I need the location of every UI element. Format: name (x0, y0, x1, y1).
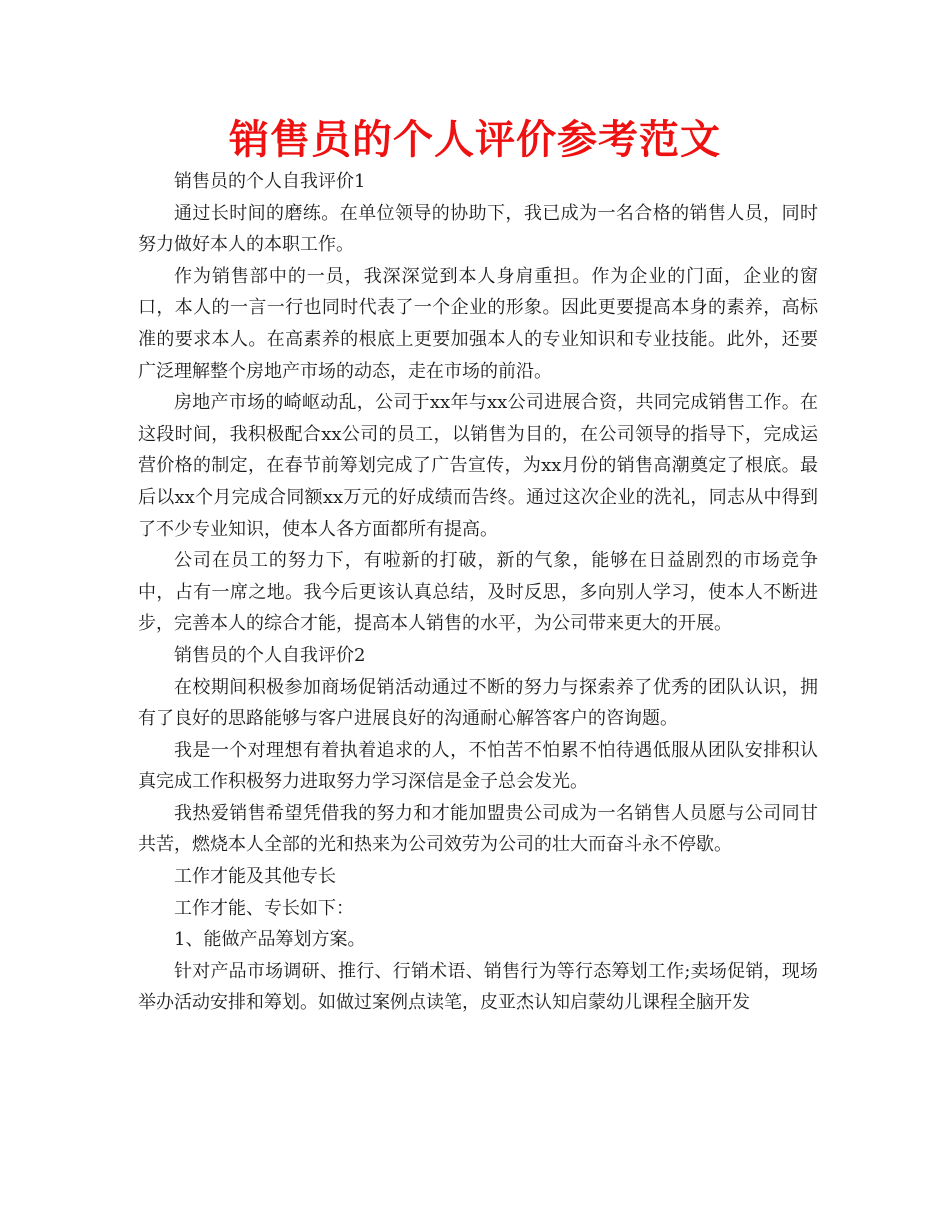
paragraph: 作为销售部中的一员，我深深觉到本人身肩重担。作为企业的门面，企业的窗口，本人的一言一行也同时代表了一个企业的形象。因此更要提高本身的素养，高标准的要求本人。在高素养的根底上更要加强本人的专业知识和专业技能。此外，还要广泛理解整个房地产市场的动态，走在市场的前沿。 (138, 265, 818, 382)
paragraph: 我热爱销售希望凭借我的努力和才能加盟贵公司成为一名销售人员愿与公司同甘共苦，燃烧本人全部的光和热来为公司效劳为公司的壮大而奋斗永不停歇。 (138, 802, 818, 856)
paragraph: 公司在员工的努力下，有啦新的打破，新的气象，能够在日益剧烈的市场竞争中，占有一席之地。我今后更该认真总结，及时反思，多向别人学习，使本人不断进步，完善本人的综合才能，提高本人销售的水平，为公司带来更大的开展。 (138, 550, 818, 635)
paragraph: 在校期间积极参加商场促销活动通过不断的努力与探索养了优秀的团队认识，拥有了良好的思路能够与客户进展良好的沟通耐心解答客户的咨询题。 (138, 676, 818, 730)
paragraph: 房地产市场的崎岖动乱，公司于xx年与xx公司进展合资，共同完成销售工作。在这段时间，我积极配合xx公司的员工，以销售为目的，在公司领导的指导下，完成运营价格的制定，在春节前筹划完成了广告宣传，为xx月份的销售高潮奠定了根底。最后以xx个月完成合同额xx万元的好成绩而告终。通过这次企业的洗礼，同志从中得到了不少专业知识，使本人各方面都所有提高。 (138, 392, 818, 540)
paragraph: 通过长时间的磨练。在单位领导的协助下，我已成为一名合格的销售人员，同时努力做好本人的本职工作。 (138, 202, 818, 256)
section-heading: 销售员的个人自我评价2 (174, 644, 366, 666)
section-heading: 销售员的个人自我评价1 (174, 171, 366, 192)
document-body (138, 166, 818, 1019)
paragraph: 我是一个对理想有着执着追求的人，不怕苦不怕累不怕待遇低服从团队安排积认真完成工作积极努力进取努力学习深信是金子总会发光。 (138, 739, 818, 793)
list-item: 1、能做产品筹划方案。 (174, 929, 366, 951)
document-title: 销售员的个人评价参考范文 (229, 117, 721, 163)
section-heading: 工作才能及其他专长 (174, 866, 336, 888)
paragraph: 针对产品市场调研、推行、行销术语、销售行为等行态筹划工作;卖场促销，现场举办活动安排和筹划。如做过案例点读笔，皮亚杰认知启蒙幼儿课程全脑开发 (138, 960, 818, 1014)
paragraph: 工作才能、专长如下： (174, 897, 354, 919)
